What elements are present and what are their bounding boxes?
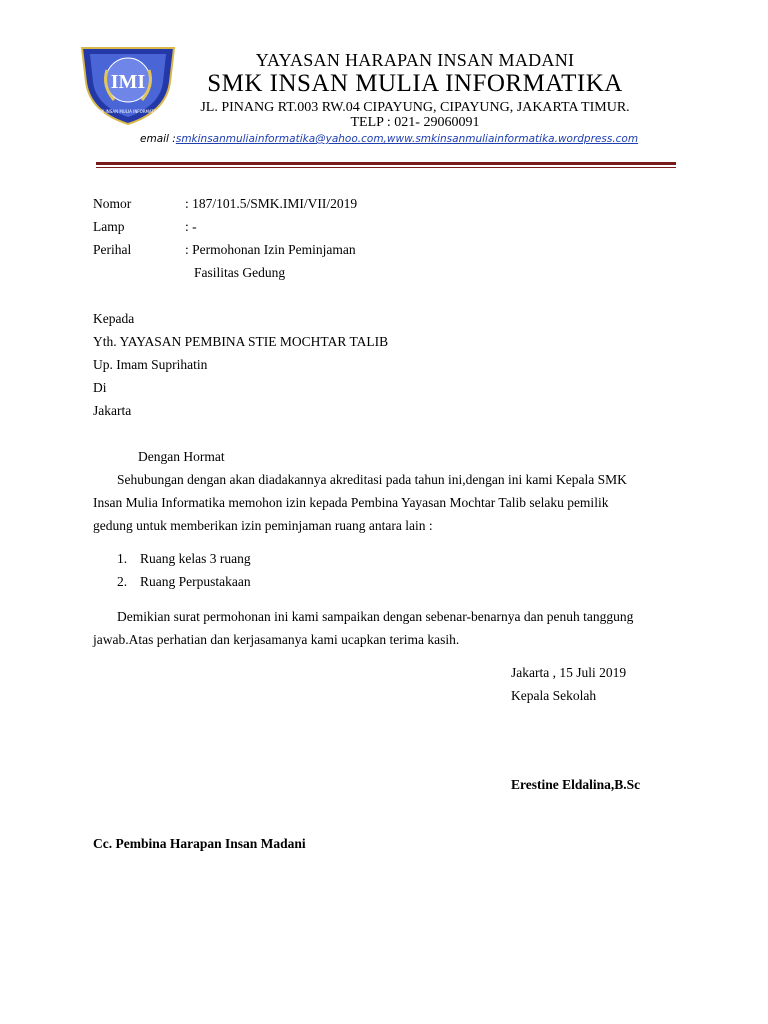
paragraph-1-line-1: Sehubungan dengan akan diadakannya akreditasi pada tahun ini,dengan ini kami Kepala SMK [117,472,627,487]
recipient-city: Jakarta [93,403,132,418]
list-item-number: 2. [117,574,128,589]
letterhead-rule-thick [96,162,676,165]
school-phone: TELP : 021- 29060091 [350,115,480,130]
list-item: Ruang Perpustakaan [140,574,251,589]
recipient-di: Di [93,380,107,395]
website-link[interactable]: www.smkinsanmuliainformatika.wordpress.com [386,133,639,145]
email-label: email : [140,133,176,145]
perihal-value-continued: Fasilitas Gedung [194,265,286,280]
nomor-value: : 187/101.5/SMK.IMI/VII/2019 [185,196,358,211]
signatory-position: Kepala Sekolah [511,688,597,703]
recipient-attention: Up. Imam Suprihatin [93,357,208,372]
paragraph-2-line-1: Demikian surat permohonan ini kami sampaikan dengan sebenar-benarnya dan penuh tanggung [117,609,634,624]
paragraph-2-line-2: jawab.Atas perhatian dan kerjasamanya kami ucapkan terima kasih. [93,632,460,647]
nomor-label: Nomor [93,196,132,211]
logo-caption: SMK INSAN MULIA INFORMATIKA [95,109,161,114]
signatory-name: Erestine Eldalina,B.Sc [511,777,641,792]
email-link[interactable]: smkinsanmuliainformatika@yahoo.com [175,133,384,145]
school-address: JL. PINANG RT.003 RW.04 CIPAYUNG, CIPAYUNG, JAKARTA TIMUR. [200,100,630,115]
school-name: SMK INSAN MULIA INFORMATIKA [207,70,623,97]
paragraph-1-line-3: gedung untuk memberikan izin peminjaman ruang antara lain : [93,518,433,533]
lamp-label: Lamp [93,219,125,234]
letterhead-rule-thin [96,167,676,168]
logo-text: IMI [110,71,146,93]
contact-line [140,133,660,145]
foundation-name: YAYASAN HARAPAN INSAN MADANI [255,50,575,70]
lamp-value: : - [185,219,197,234]
contact-separator: , [383,133,387,145]
greeting: Dengan Hormat [138,449,225,464]
list-item: Ruang kelas 3 ruang [140,551,251,566]
recipient-kepada: Kepada [93,311,135,326]
paragraph-1-line-2: Insan Mulia Informatika memohon izin kepada Pembina Yayasan Mochtar Talib selaku pemilik [93,495,609,510]
recipient-name: Yth. YAYASAN PEMBINA STIE MOCHTAR TALIB [93,334,389,349]
perihal-value: : Permohonan Izin Peminjaman [185,242,356,257]
perihal-label: Perihal [93,242,132,257]
carbon-copy: Cc. Pembina Harapan Insan Madani [93,836,306,851]
list-item-number: 1. [117,551,128,566]
place-date: Jakarta , 15 Juli 2019 [511,665,627,680]
